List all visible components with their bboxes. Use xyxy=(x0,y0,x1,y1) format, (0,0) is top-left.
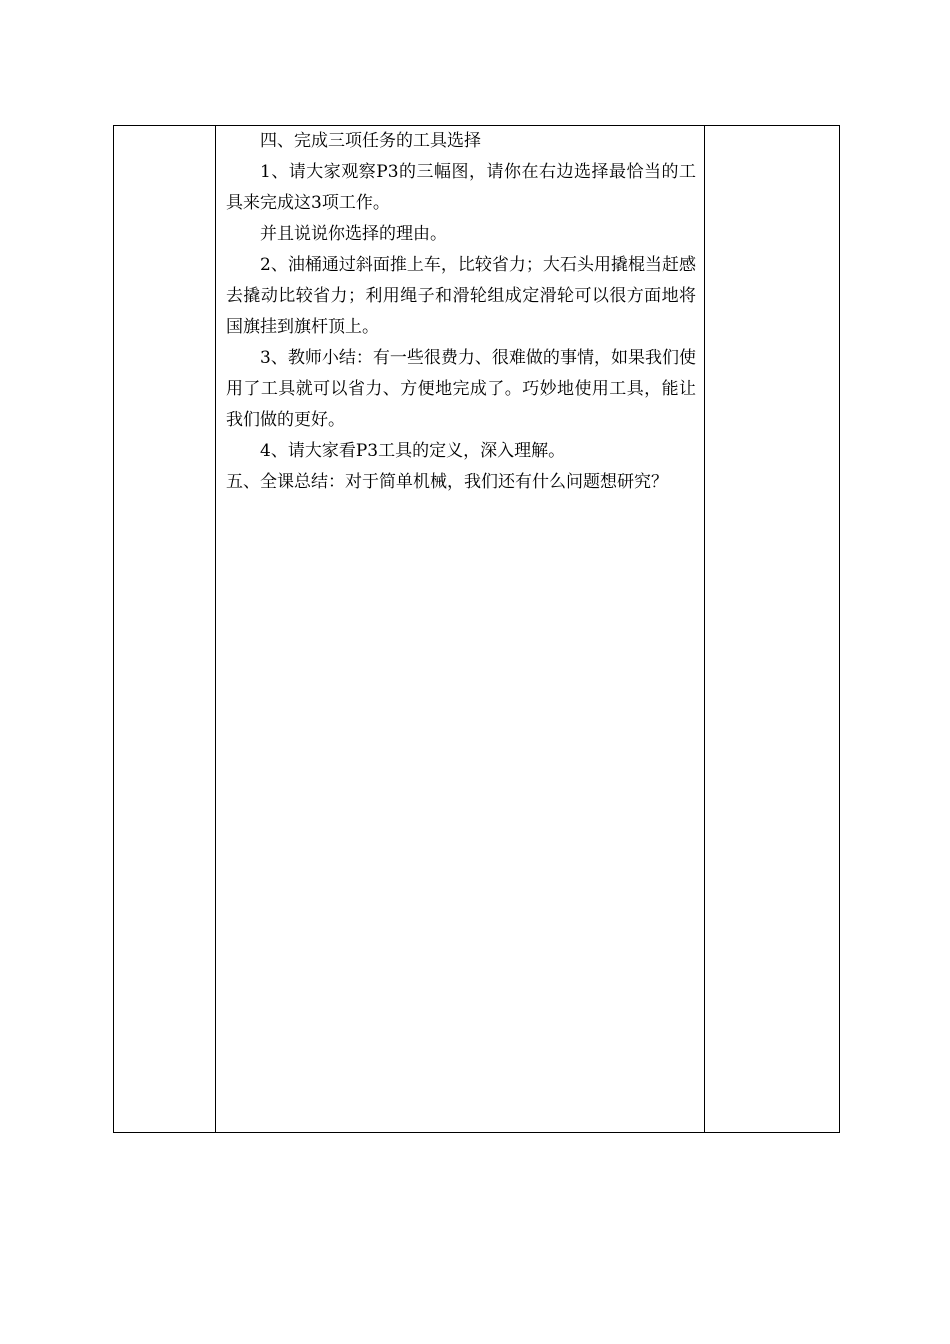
left-column-cell xyxy=(114,126,216,1133)
paragraph-step-1: 1、请大家观察P3的三幅图，请你在右边选择最恰当的工具来完成这3项工作。 xyxy=(226,162,696,213)
section-heading-five: 五、全课总结：对于简单机械，我们还有什么问题想研究？ xyxy=(226,472,668,492)
paragraph-step-2: 2、油桶通过斜面推上车，比较省力；大石头用撬棍当赶感去撬动比较省力；利用绳子和滑轮组成定滑轮可以很方面地将国旗挂到旗杆顶上。 xyxy=(226,255,696,337)
table-row xyxy=(114,126,840,1133)
right-column-cell xyxy=(705,126,840,1133)
paragraph-step-4: 4、请大家看P3工具的定义，深入理解。 xyxy=(260,441,566,461)
content-cell xyxy=(216,126,705,1133)
section-heading-four: 四、完成三项任务的工具选择 xyxy=(260,131,481,151)
paragraph-reason: 并且说说你选择的理由。 xyxy=(260,224,447,244)
lesson-content xyxy=(216,126,704,498)
paragraph-step-3: 3、教师小结：有一些很费力、很难做的事情，如果我们使用了工具就可以省力、方便地完成了。巧妙地使用工具，能让我们做的更好。 xyxy=(226,348,696,430)
lesson-plan-table xyxy=(113,125,840,1133)
